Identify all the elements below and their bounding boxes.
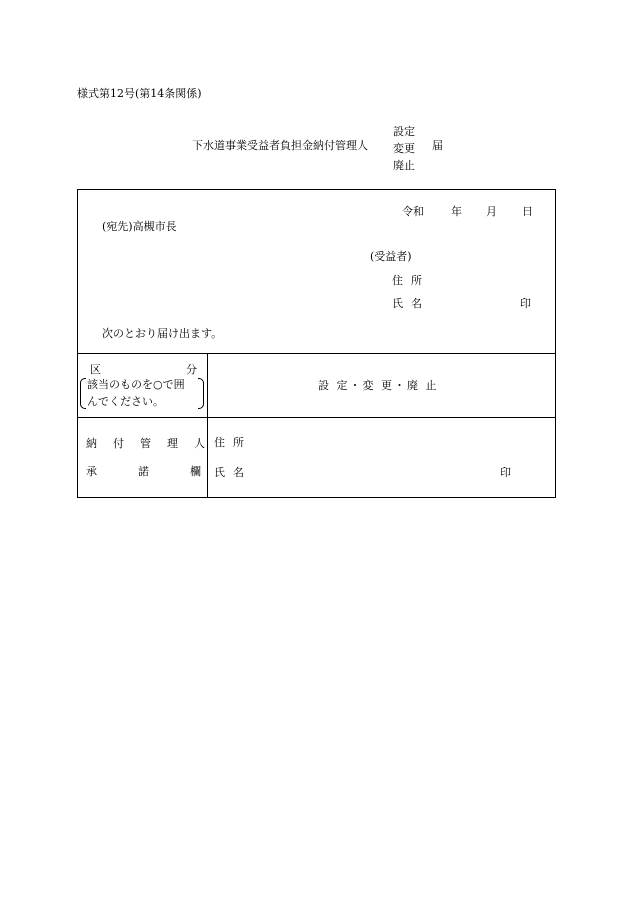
bracket-left — [80, 378, 86, 409]
notification-statement: 次のとおり届け出ます。 — [102, 327, 223, 340]
applicant-address-field[interactable]: 住所 — [392, 274, 430, 287]
category-label — [90, 363, 197, 376]
manager-name-field[interactable]: 氏名 — [214, 466, 252, 479]
addressee: (宛先)高槻市長 — [102, 220, 177, 233]
date-month[interactable]: 月 — [486, 205, 497, 218]
applicant-seal-mark: 印 — [520, 297, 531, 310]
form-title: 下水道事業受益者負担金納付管理人 — [192, 139, 368, 152]
consent-label-char-3: 欄 — [190, 465, 201, 478]
instruction-text-line-1: 該当のものを○で囲 — [87, 378, 185, 391]
title-option-abolish: 廃止 — [393, 159, 415, 172]
date-era: 令和 — [402, 205, 424, 218]
divider-category-top — [77, 353, 556, 354]
date-year[interactable]: 年 — [451, 205, 462, 218]
title-options — [393, 123, 415, 174]
form-frame — [77, 189, 556, 498]
title-option-change: 変更 — [393, 142, 415, 155]
category-label-char-2: 分 — [186, 363, 197, 376]
title-suffix: 届 — [432, 139, 443, 152]
form-number: 様式第12号(第14条関係) — [77, 87, 202, 100]
applicant-name-field[interactable]: 氏名 — [392, 297, 430, 310]
notification-type-options[interactable]: 設 定・変 更・廃 止 — [318, 379, 439, 392]
consent-label-char-1: 承 — [86, 465, 97, 478]
title-option-setting: 設定 — [393, 125, 415, 138]
category-label-char-1: 区 — [90, 363, 101, 376]
manager-label: 納付管理人 — [86, 437, 221, 450]
bracket-right — [198, 378, 204, 409]
instruction-text-line-2: んでください。 — [87, 395, 164, 408]
divider-manager-top — [77, 417, 556, 418]
date-day[interactable]: 日 — [522, 205, 533, 218]
column-divider — [207, 353, 208, 498]
applicant-heading: (受益者) — [370, 250, 412, 263]
consent-label-char-2: 諾 — [138, 465, 149, 478]
manager-address-field[interactable]: 住所 — [214, 436, 252, 449]
manager-seal-mark: 印 — [500, 466, 511, 479]
